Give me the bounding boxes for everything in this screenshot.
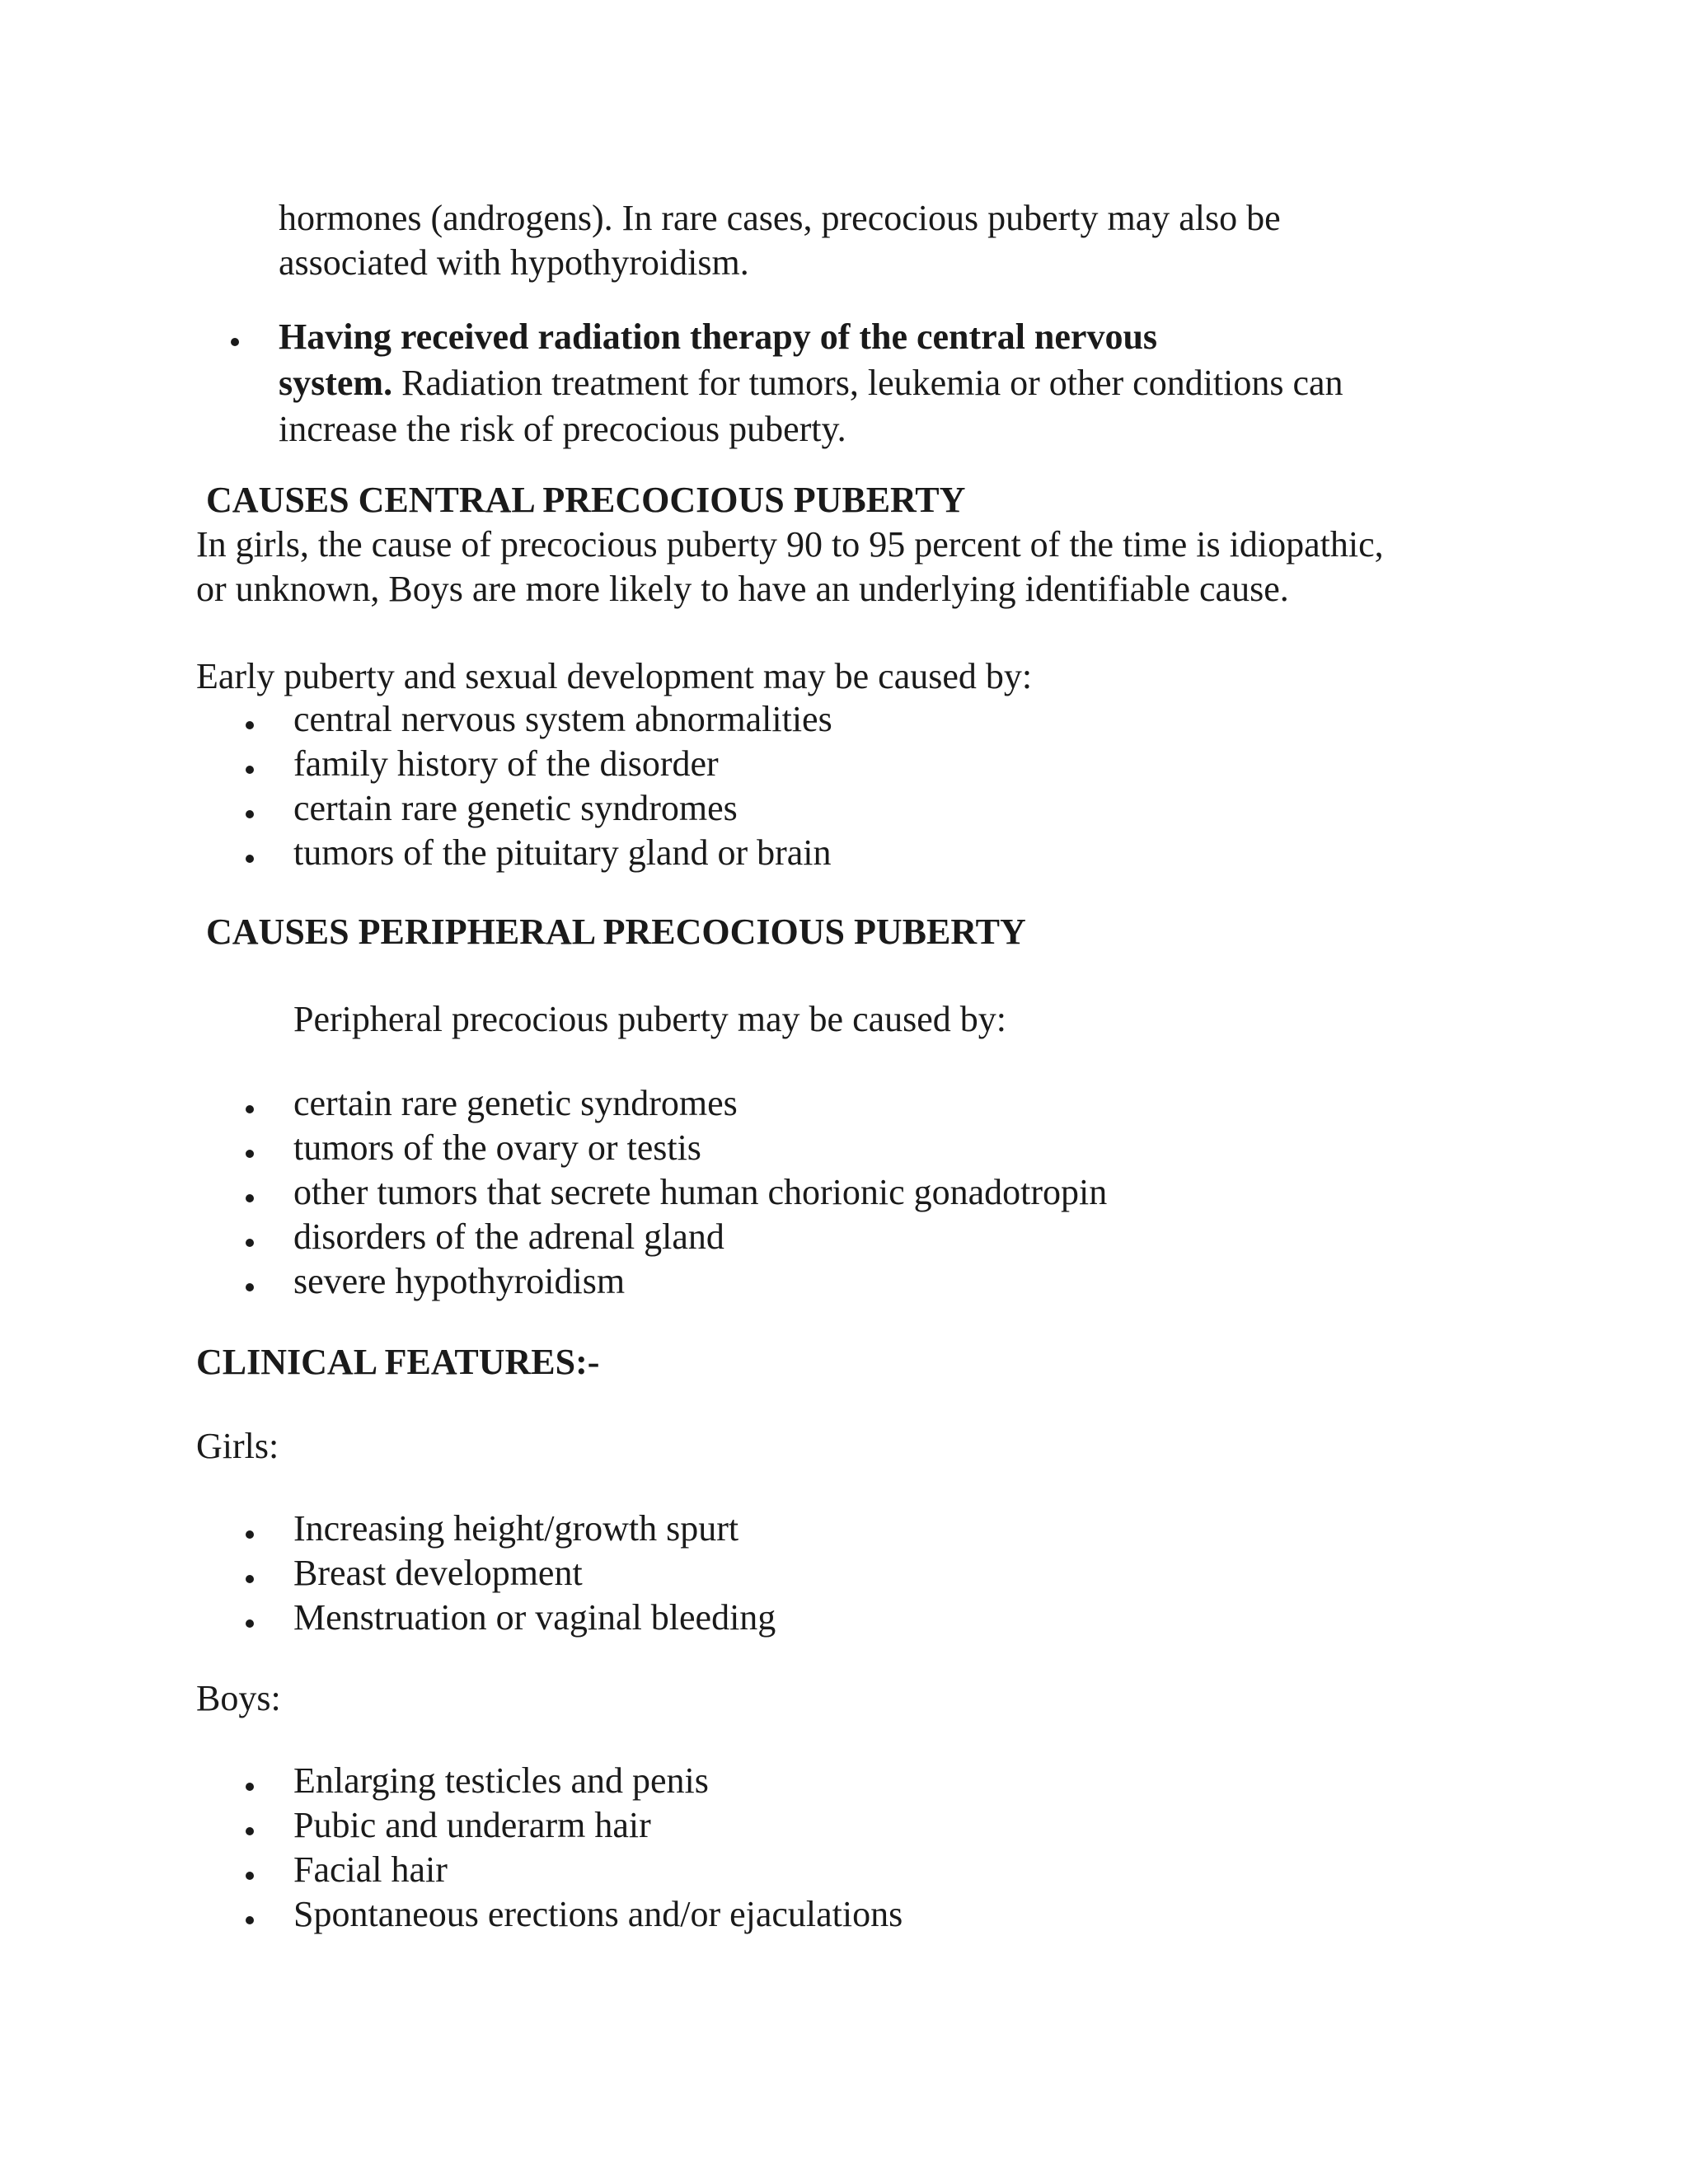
bullet-icon — [246, 1150, 254, 1158]
bullet-icon — [246, 1872, 254, 1880]
radiation-bold-line-2: system. — [279, 363, 393, 403]
clinical-heading: CLINICAL FEATURES:- — [196, 1342, 600, 1382]
bullet-icon — [246, 1783, 254, 1791]
bullet-icon — [231, 338, 239, 346]
list-item: other tumors that secrete human chorionic gonadotropin — [293, 1172, 1108, 1212]
bullet-icon — [246, 1619, 254, 1628]
intro-line-2: associated with hypothyroidism. — [279, 242, 749, 283]
list-item: Menstruation or vaginal bleeding — [293, 1597, 776, 1638]
bullet-icon — [246, 1105, 254, 1113]
list-item: certain rare genetic syndromes — [293, 788, 738, 828]
bullet-icon — [246, 1530, 254, 1539]
list-item: tumors of the pituitary gland or brain — [293, 832, 832, 873]
bullet-icon — [246, 1283, 254, 1291]
intro-line-1: hormones (androgens). In rare cases, precocious puberty may also be — [279, 198, 1281, 238]
list-item: Breast development — [293, 1553, 583, 1593]
list-item: family history of the disorder — [293, 743, 719, 784]
peripheral-heading: CAUSES PERIPHERAL PRECOCIOUS PUBERTY — [206, 912, 1026, 952]
list-item: disorders of the adrenal gland — [293, 1216, 724, 1257]
list-item: Pubic and underarm hair — [293, 1805, 651, 1845]
central-heading: CAUSES CENTRAL PRECOCIOUS PUBERTY — [206, 480, 966, 520]
radiation-bold-line-1: Having received radiation therapy of the central nervous — [279, 316, 1158, 357]
bullet-icon — [246, 766, 254, 774]
central-para-line-2: or unknown, Boys are more likely to have an underlying identifiable cause. — [196, 569, 1289, 609]
bullet-icon — [246, 1916, 254, 1924]
bullet-icon — [246, 1575, 254, 1583]
radiation-line-2 — [279, 361, 1343, 405]
girls-label: Girls: — [196, 1426, 279, 1466]
bullet-icon — [246, 1194, 254, 1202]
list-item: Enlarging testicles and penis — [293, 1760, 709, 1801]
list-item: Facial hair — [293, 1849, 448, 1890]
bullet-icon — [246, 1239, 254, 1247]
central-lead: Early puberty and sexual development may be caused by: — [196, 656, 1033, 696]
bullet-icon — [246, 1827, 254, 1835]
list-item: Spontaneous erections and/or ejaculations — [293, 1894, 903, 1934]
radiation-rest-line-2: Radiation treatment for tumors, leukemia or other conditions can — [392, 363, 1343, 403]
peripheral-lead: Peripheral precocious puberty may be caused by: — [293, 999, 1007, 1039]
list-item: certain rare genetic syndromes — [293, 1083, 738, 1123]
list-item: severe hypothyroidism — [293, 1261, 626, 1301]
list-item: tumors of the ovary or testis — [293, 1127, 701, 1168]
bullet-icon — [246, 721, 254, 729]
boys-label: Boys: — [196, 1678, 281, 1718]
bullet-icon — [246, 855, 254, 863]
bullet-icon — [246, 810, 254, 818]
list-item: Increasing height/growth spurt — [293, 1508, 739, 1549]
radiation-line-3: increase the risk of precocious puberty. — [279, 409, 846, 449]
central-para-line-1: In girls, the cause of precocious puberty 90 to 95 percent of the time is idiopathic, — [196, 524, 1384, 565]
list-item: central nervous system abnormalities — [293, 699, 832, 739]
